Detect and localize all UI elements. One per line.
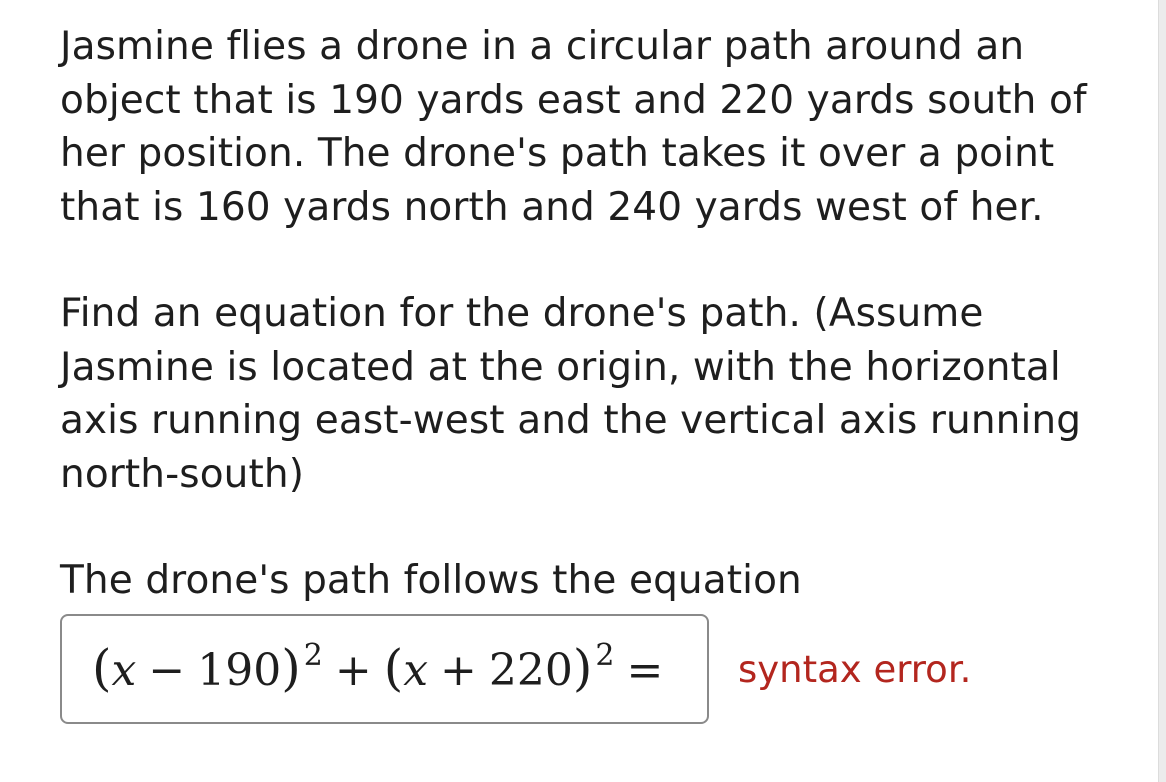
instruction-text: Find an equation for the drone's path. (Assume Jasmine is located at the origin, with the horizontal axis running east-west and the vertical axis running north-south) [60, 291, 1082, 497]
close-paren-1: ) [281, 638, 301, 697]
plus-operator-1: + [334, 644, 372, 696]
plus-operator-2: + [440, 644, 477, 696]
equals-sign: = [626, 644, 664, 696]
exponent-2: 2 [595, 637, 615, 673]
problem-statement: Jasmine flies a drone in a circular path around an object that is 190 yards east and 220 yards south of her position. The drone's path takes it over a point that is 160 yards north and 240 yards west of her. [60, 24, 1087, 230]
number-190: 190 [197, 644, 282, 696]
answer-row [60, 614, 1120, 730]
number-220: 220 [488, 644, 573, 696]
equation-input[interactable] [60, 614, 709, 724]
scrollbar-track[interactable] [1158, 0, 1166, 782]
open-paren-2: ( [383, 638, 404, 697]
minus-operator: − [148, 644, 186, 696]
variable-x-2: x [403, 644, 429, 696]
syntax-error-message: syntax error. [738, 647, 972, 691]
variable-x-1: x [111, 644, 137, 696]
answer-prompt: The drone's path follows the equation [60, 558, 802, 603]
question-panel [60, 20, 1120, 730]
equation-display [92, 638, 675, 701]
exponent-1: 2 [303, 637, 323, 673]
close-paren-2: ) [572, 638, 593, 697]
open-paren-1: ( [92, 638, 112, 697]
